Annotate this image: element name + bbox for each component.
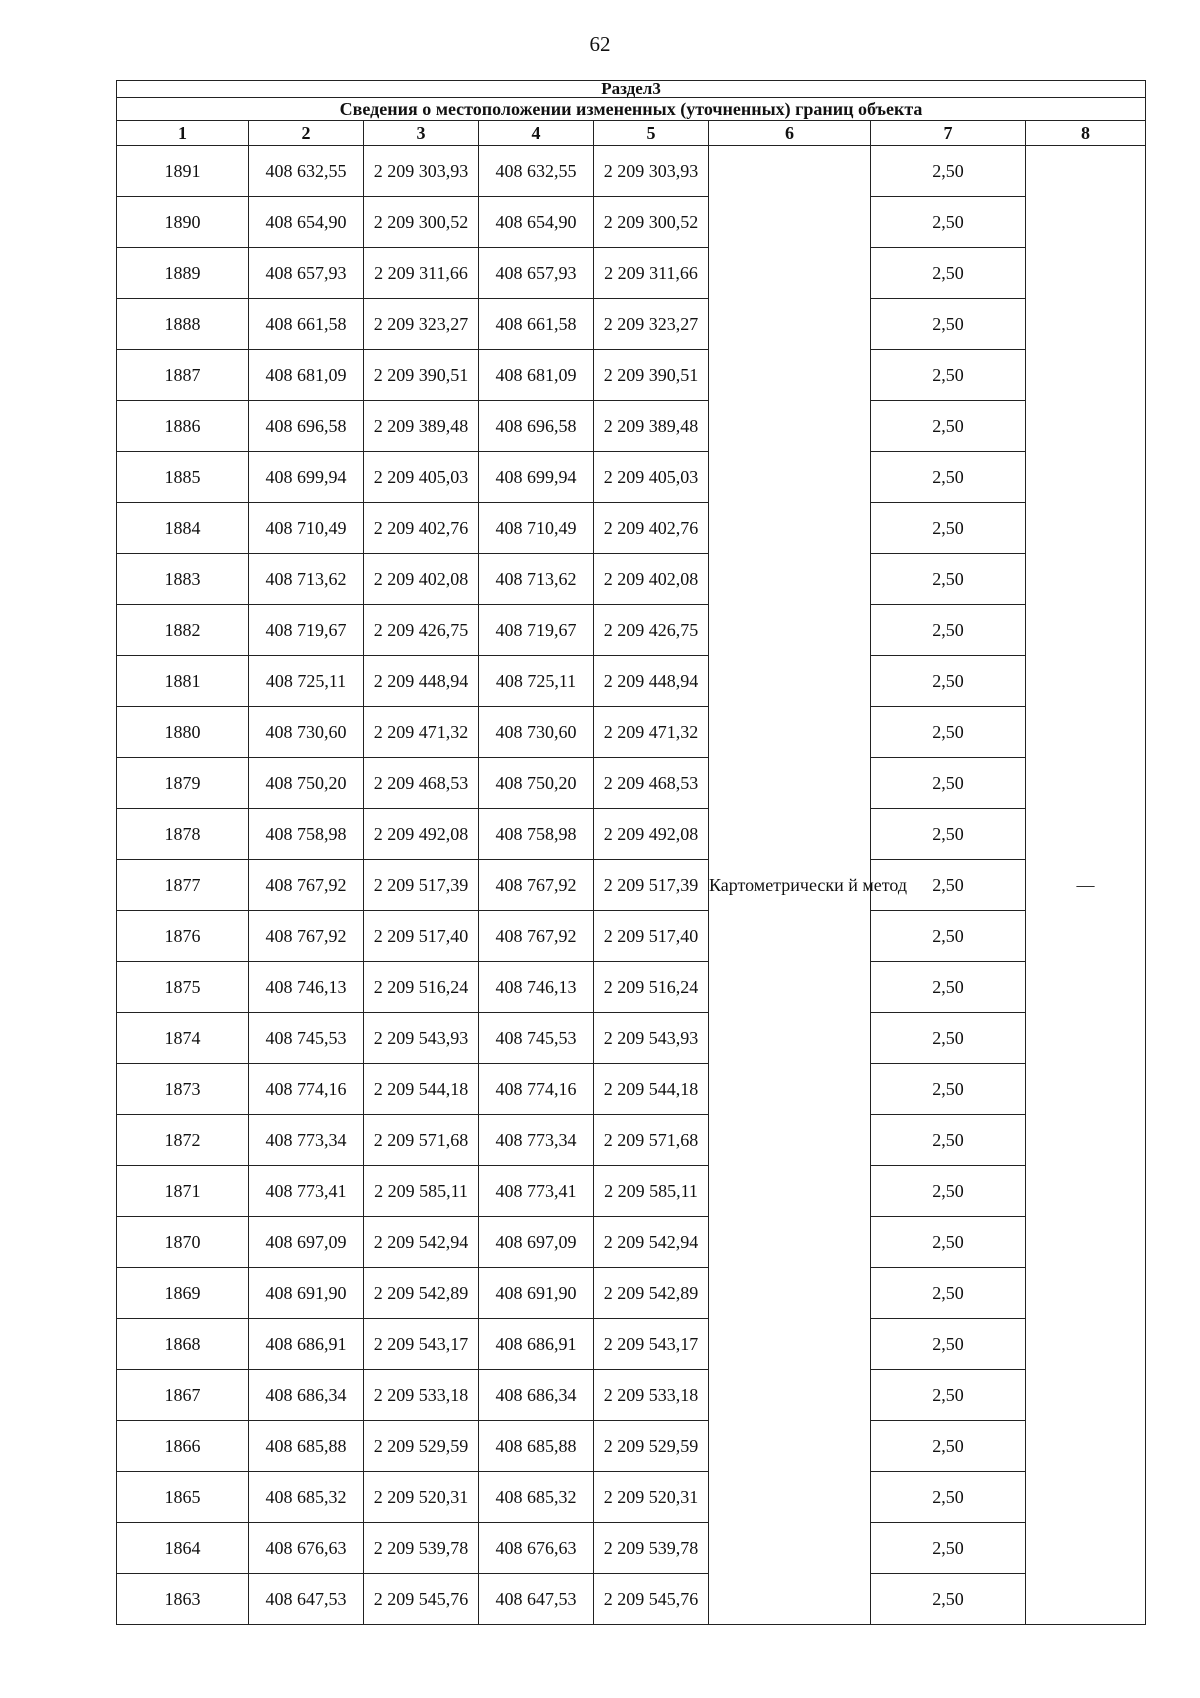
point-number-cell: 1885: [117, 452, 249, 503]
x-new-coord-cell: 408 773,41: [479, 1166, 594, 1217]
x-coord-cell: 408 746,13: [249, 962, 364, 1013]
y-coord-cell: 2 209 323,27: [364, 299, 479, 350]
table-row: [117, 299, 1146, 350]
column-number-1: 1: [117, 121, 249, 146]
x-coord-cell: 408 730,60: [249, 707, 364, 758]
accuracy-cell: 2,50: [871, 656, 1026, 707]
x-coord-cell: 408 632,55: [249, 146, 364, 197]
accuracy-cell: 2,50: [871, 758, 1026, 809]
column-number-7: 7: [871, 121, 1026, 146]
accuracy-cell: 2,50: [871, 707, 1026, 758]
column-number-row: [117, 121, 1146, 146]
x-coord-cell: 408 685,32: [249, 1472, 364, 1523]
point-number-cell: 1869: [117, 1268, 249, 1319]
table-row: [117, 1268, 1146, 1319]
table-row: [117, 1166, 1146, 1217]
point-number-cell: 1883: [117, 554, 249, 605]
y-coord-cell: 2 209 390,51: [364, 350, 479, 401]
y-new-coord-cell: 2 209 545,76: [594, 1574, 709, 1625]
point-number-cell: 1888: [117, 299, 249, 350]
x-new-coord-cell: 408 767,92: [479, 911, 594, 962]
point-number-cell: 1876: [117, 911, 249, 962]
x-coord-cell: 408 758,98: [249, 809, 364, 860]
point-number-cell: 1868: [117, 1319, 249, 1370]
point-number-cell: 1863: [117, 1574, 249, 1625]
accuracy-cell: 2,50: [871, 1421, 1026, 1472]
y-new-coord-cell: 2 209 402,08: [594, 554, 709, 605]
table-row: [117, 1472, 1146, 1523]
y-coord-cell: 2 209 542,94: [364, 1217, 479, 1268]
x-new-coord-cell: 408 686,34: [479, 1370, 594, 1421]
table-row: [117, 146, 1146, 197]
x-coord-cell: 408 773,41: [249, 1166, 364, 1217]
point-number-cell: 1877: [117, 860, 249, 911]
x-new-coord-cell: 408 657,93: [479, 248, 594, 299]
y-coord-cell: 2 209 516,24: [364, 962, 479, 1013]
y-coord-cell: 2 209 585,11: [364, 1166, 479, 1217]
y-new-coord-cell: 2 209 517,39: [594, 860, 709, 911]
table-row: [117, 1115, 1146, 1166]
accuracy-cell: 2,50: [871, 503, 1026, 554]
x-coord-cell: 408 750,20: [249, 758, 364, 809]
y-new-coord-cell: 2 209 426,75: [594, 605, 709, 656]
y-coord-cell: 2 209 492,08: [364, 809, 479, 860]
x-new-coord-cell: 408 697,09: [479, 1217, 594, 1268]
table-row: [117, 758, 1146, 809]
point-number-cell: 1884: [117, 503, 249, 554]
y-new-coord-cell: 2 209 520,31: [594, 1472, 709, 1523]
column-number-8: 8: [1026, 121, 1146, 146]
column-number-5: 5: [594, 121, 709, 146]
accuracy-cell: 2,50: [871, 605, 1026, 656]
accuracy-cell: 2,50: [871, 809, 1026, 860]
y-new-coord-cell: 2 209 492,08: [594, 809, 709, 860]
table-body: [117, 146, 1146, 1625]
x-new-coord-cell: 408 691,90: [479, 1268, 594, 1319]
point-number-cell: 1874: [117, 1013, 249, 1064]
table-row: [117, 248, 1146, 299]
table-row: [117, 350, 1146, 401]
accuracy-cell: 2,50: [871, 554, 1026, 605]
point-number-cell: 1878: [117, 809, 249, 860]
x-new-coord-cell: 408 681,09: [479, 350, 594, 401]
table-row: [117, 401, 1146, 452]
accuracy-cell: 2,50: [871, 1574, 1026, 1625]
y-coord-cell: 2 209 468,53: [364, 758, 479, 809]
y-coord-cell: 2 209 517,39: [364, 860, 479, 911]
point-number-cell: 1880: [117, 707, 249, 758]
section-title: Раздел3: [117, 81, 1146, 98]
accuracy-cell: 2,50: [871, 350, 1026, 401]
col8-cell: —: [1026, 146, 1146, 1625]
x-new-coord-cell: 408 685,88: [479, 1421, 594, 1472]
point-number-cell: 1866: [117, 1421, 249, 1472]
x-coord-cell: 408 713,62: [249, 554, 364, 605]
x-new-coord-cell: 408 767,92: [479, 860, 594, 911]
table-row: [117, 707, 1146, 758]
y-coord-cell: 2 209 517,40: [364, 911, 479, 962]
column-number-2: 2: [249, 121, 364, 146]
point-number-cell: 1889: [117, 248, 249, 299]
x-coord-cell: 408 773,34: [249, 1115, 364, 1166]
y-new-coord-cell: 2 209 542,94: [594, 1217, 709, 1268]
x-coord-cell: 408 719,67: [249, 605, 364, 656]
y-coord-cell: 2 209 405,03: [364, 452, 479, 503]
accuracy-cell: 2,50: [871, 962, 1026, 1013]
table-row: [117, 1013, 1146, 1064]
table-row: [117, 860, 1146, 911]
x-new-coord-cell: 408 730,60: [479, 707, 594, 758]
x-new-coord-cell: 408 654,90: [479, 197, 594, 248]
y-coord-cell: 2 209 389,48: [364, 401, 479, 452]
point-number-cell: 1867: [117, 1370, 249, 1421]
accuracy-cell: 2,50: [871, 1319, 1026, 1370]
point-number-cell: 1865: [117, 1472, 249, 1523]
x-coord-cell: 408 661,58: [249, 299, 364, 350]
x-coord-cell: 408 676,63: [249, 1523, 364, 1574]
page-number: 62: [589, 32, 611, 56]
table-row: [117, 1217, 1146, 1268]
y-new-coord-cell: 2 209 585,11: [594, 1166, 709, 1217]
y-coord-cell: 2 209 544,18: [364, 1064, 479, 1115]
y-coord-cell: 2 209 545,76: [364, 1574, 479, 1625]
accuracy-cell: 2,50: [871, 1472, 1026, 1523]
point-number-cell: 1870: [117, 1217, 249, 1268]
y-new-coord-cell: 2 209 405,03: [594, 452, 709, 503]
x-new-coord-cell: 408 676,63: [479, 1523, 594, 1574]
table-row: [117, 656, 1146, 707]
x-new-coord-cell: 408 745,53: [479, 1013, 594, 1064]
point-number-cell: 1887: [117, 350, 249, 401]
y-new-coord-cell: 2 209 533,18: [594, 1370, 709, 1421]
accuracy-cell: 2,50: [871, 1370, 1026, 1421]
accuracy-cell: 2,50: [871, 1268, 1026, 1319]
table-row: [117, 1421, 1146, 1472]
y-new-coord-cell: 2 209 402,76: [594, 503, 709, 554]
y-coord-cell: 2 209 543,93: [364, 1013, 479, 1064]
x-new-coord-cell: 408 773,34: [479, 1115, 594, 1166]
accuracy-cell: 2,50: [871, 1523, 1026, 1574]
x-coord-cell: 408 699,94: [249, 452, 364, 503]
point-number-cell: 1875: [117, 962, 249, 1013]
y-new-coord-cell: 2 209 389,48: [594, 401, 709, 452]
x-coord-cell: 408 691,90: [249, 1268, 364, 1319]
x-new-coord-cell: 408 710,49: [479, 503, 594, 554]
y-coord-cell: 2 209 543,17: [364, 1319, 479, 1370]
y-new-coord-cell: 2 209 543,93: [594, 1013, 709, 1064]
y-new-coord-cell: 2 209 543,17: [594, 1319, 709, 1370]
x-coord-cell: 408 685,88: [249, 1421, 364, 1472]
x-new-coord-cell: 408 725,11: [479, 656, 594, 707]
y-coord-cell: 2 209 471,32: [364, 707, 479, 758]
y-coord-cell: 2 209 539,78: [364, 1523, 479, 1574]
point-number-cell: 1886: [117, 401, 249, 452]
y-coord-cell: 2 209 571,68: [364, 1115, 479, 1166]
point-number-cell: 1873: [117, 1064, 249, 1115]
y-coord-cell: 2 209 529,59: [364, 1421, 479, 1472]
x-coord-cell: 408 696,58: [249, 401, 364, 452]
table-row: [117, 962, 1146, 1013]
x-new-coord-cell: 408 696,58: [479, 401, 594, 452]
accuracy-cell: 2,50: [871, 299, 1026, 350]
x-new-coord-cell: 408 750,20: [479, 758, 594, 809]
accuracy-cell: 2,50: [871, 1217, 1026, 1268]
x-coord-cell: 408 647,53: [249, 1574, 364, 1625]
point-number-cell: 1871: [117, 1166, 249, 1217]
table-row: [117, 911, 1146, 962]
x-new-coord-cell: 408 746,13: [479, 962, 594, 1013]
table-row: [117, 1064, 1146, 1115]
y-new-coord-cell: 2 209 539,78: [594, 1523, 709, 1574]
x-coord-cell: 408 697,09: [249, 1217, 364, 1268]
point-number-cell: 1891: [117, 146, 249, 197]
x-coord-cell: 408 767,92: [249, 911, 364, 962]
accuracy-cell: 2,50: [871, 860, 1026, 911]
y-coord-cell: 2 209 300,52: [364, 197, 479, 248]
point-number-cell: 1879: [117, 758, 249, 809]
accuracy-cell: 2,50: [871, 146, 1026, 197]
point-number-cell: 1881: [117, 656, 249, 707]
accuracy-cell: 2,50: [871, 401, 1026, 452]
y-new-coord-cell: 2 209 471,32: [594, 707, 709, 758]
accuracy-cell: 2,50: [871, 1115, 1026, 1166]
y-new-coord-cell: 2 209 542,89: [594, 1268, 709, 1319]
accuracy-cell: 2,50: [871, 911, 1026, 962]
y-new-coord-cell: 2 209 323,27: [594, 299, 709, 350]
y-coord-cell: 2 209 402,76: [364, 503, 479, 554]
x-coord-cell: 408 767,92: [249, 860, 364, 911]
point-number-cell: 1864: [117, 1523, 249, 1574]
y-coord-cell: 2 209 520,31: [364, 1472, 479, 1523]
y-coord-cell: 2 209 402,08: [364, 554, 479, 605]
y-coord-cell: 2 209 542,89: [364, 1268, 479, 1319]
y-coord-cell: 2 209 533,18: [364, 1370, 479, 1421]
table-row: [117, 452, 1146, 503]
x-coord-cell: 408 745,53: [249, 1013, 364, 1064]
x-new-coord-cell: 408 719,67: [479, 605, 594, 656]
y-new-coord-cell: 2 209 311,66: [594, 248, 709, 299]
column-number-3: 3: [364, 121, 479, 146]
accuracy-cell: 2,50: [871, 248, 1026, 299]
x-coord-cell: 408 681,09: [249, 350, 364, 401]
y-new-coord-cell: 2 209 517,40: [594, 911, 709, 962]
point-number-cell: 1890: [117, 197, 249, 248]
y-new-coord-cell: 2 209 529,59: [594, 1421, 709, 1472]
x-coord-cell: 408 725,11: [249, 656, 364, 707]
y-new-coord-cell: 2 209 468,53: [594, 758, 709, 809]
table-row: [117, 197, 1146, 248]
accuracy-cell: 2,50: [871, 452, 1026, 503]
y-new-coord-cell: 2 209 390,51: [594, 350, 709, 401]
x-new-coord-cell: 408 774,16: [479, 1064, 594, 1115]
method-cell: Картометрически й метод: [709, 146, 871, 1625]
accuracy-cell: 2,50: [871, 1166, 1026, 1217]
y-new-coord-cell: 2 209 300,52: [594, 197, 709, 248]
accuracy-cell: 2,50: [871, 1064, 1026, 1115]
x-new-coord-cell: 408 647,53: [479, 1574, 594, 1625]
table-row: [117, 1370, 1146, 1421]
table-row: [117, 503, 1146, 554]
x-coord-cell: 408 710,49: [249, 503, 364, 554]
table-subtitle: Сведения о местоположении измененных (уточненных) границ объекта: [117, 98, 1146, 121]
table-row: [117, 1319, 1146, 1370]
table-row: [117, 554, 1146, 605]
y-coord-cell: 2 209 426,75: [364, 605, 479, 656]
y-coord-cell: 2 209 448,94: [364, 656, 479, 707]
table-row: [117, 809, 1146, 860]
column-number-4: 4: [479, 121, 594, 146]
accuracy-cell: 2,50: [871, 1013, 1026, 1064]
x-coord-cell: 408 654,90: [249, 197, 364, 248]
y-new-coord-cell: 2 209 303,93: [594, 146, 709, 197]
x-coord-cell: 408 686,34: [249, 1370, 364, 1421]
x-new-coord-cell: 408 699,94: [479, 452, 594, 503]
accuracy-cell: 2,50: [871, 197, 1026, 248]
y-new-coord-cell: 2 209 571,68: [594, 1115, 709, 1166]
x-new-coord-cell: 408 686,91: [479, 1319, 594, 1370]
x-new-coord-cell: 408 661,58: [479, 299, 594, 350]
x-new-coord-cell: 408 758,98: [479, 809, 594, 860]
coordinates-table: [116, 80, 1146, 1625]
table-row: [117, 605, 1146, 656]
column-number-6: 6: [709, 121, 871, 146]
y-new-coord-cell: 2 209 544,18: [594, 1064, 709, 1115]
x-coord-cell: 408 774,16: [249, 1064, 364, 1115]
x-coord-cell: 408 686,91: [249, 1319, 364, 1370]
point-number-cell: 1882: [117, 605, 249, 656]
y-coord-cell: 2 209 303,93: [364, 146, 479, 197]
x-new-coord-cell: 408 713,62: [479, 554, 594, 605]
y-coord-cell: 2 209 311,66: [364, 248, 479, 299]
table-row: [117, 1574, 1146, 1625]
x-new-coord-cell: 408 632,55: [479, 146, 594, 197]
y-new-coord-cell: 2 209 448,94: [594, 656, 709, 707]
y-new-coord-cell: 2 209 516,24: [594, 962, 709, 1013]
table-row: [117, 1523, 1146, 1574]
x-new-coord-cell: 408 685,32: [479, 1472, 594, 1523]
point-number-cell: 1872: [117, 1115, 249, 1166]
x-coord-cell: 408 657,93: [249, 248, 364, 299]
